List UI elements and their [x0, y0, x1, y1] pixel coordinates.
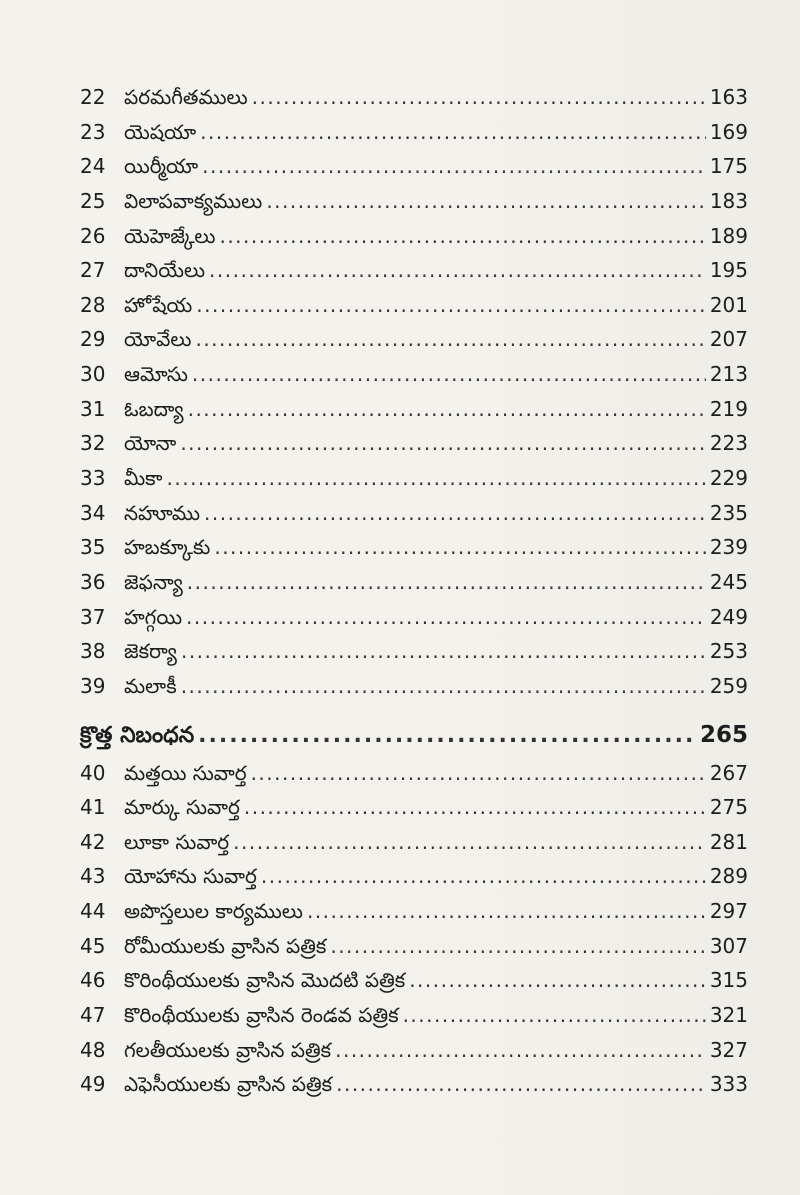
- entry-number: 47: [80, 1003, 106, 1028]
- dot-leader: [186, 600, 706, 635]
- toc-entry: [80, 426, 748, 461]
- entry-number: 29: [80, 327, 106, 352]
- entry-number: 34: [80, 500, 106, 525]
- toc-entry: [80, 149, 748, 184]
- toc-entry: [80, 288, 748, 323]
- dot-leader: [233, 825, 706, 860]
- entry-number: 25: [80, 188, 106, 213]
- dot-leader: [167, 461, 706, 496]
- entry-page-number: 253: [709, 639, 748, 664]
- dot-leader: [336, 1067, 706, 1102]
- entry-number: 46: [80, 968, 106, 993]
- dot-leader: [181, 634, 706, 669]
- entry-number: 26: [80, 223, 106, 248]
- toc-entry: [80, 184, 748, 219]
- dot-leader: [200, 115, 706, 150]
- entry-title: యోనా: [124, 431, 177, 456]
- entry-title: దానియేలు: [124, 258, 206, 283]
- toc-entry: [80, 219, 748, 254]
- entry-number: 44: [80, 899, 106, 924]
- entry-page-number: 297: [709, 899, 748, 924]
- dot-leader: [219, 219, 705, 254]
- entry-page-number: 201: [709, 292, 748, 317]
- entry-page-number: 195: [709, 258, 748, 283]
- entry-title: అపొస్తలుల కార్యములు: [124, 899, 303, 924]
- entry-number: 43: [80, 864, 106, 889]
- toc-entry: [80, 253, 748, 288]
- entry-title: రోమీయులకు వ్రాసిన పత్రిక: [124, 933, 327, 958]
- entry-title: జెఫన్యా: [124, 569, 183, 594]
- entry-number: 30: [80, 362, 106, 387]
- dot-leader: [261, 859, 706, 894]
- entry-number: 31: [80, 396, 106, 421]
- entry-page-number: 219: [709, 396, 748, 421]
- entry-page-number: 235: [709, 500, 748, 525]
- entry-page-number: 163: [709, 85, 748, 109]
- entry-page-number: 189: [709, 223, 748, 248]
- dot-leader: [192, 357, 706, 392]
- entry-title: గలతీయులకు వ్రాసిన పత్రిక: [124, 1037, 332, 1062]
- dot-leader: [198, 715, 696, 757]
- entry-title: మలాకీ: [124, 673, 177, 698]
- dot-leader: [195, 322, 705, 357]
- toc-entry: [80, 530, 748, 565]
- entry-page-number: 327: [709, 1037, 748, 1062]
- entry-page-number: 169: [709, 119, 748, 144]
- entry-page-number: 213: [709, 362, 748, 387]
- dot-leader: [251, 756, 706, 791]
- entry-number: 39: [80, 673, 106, 698]
- entry-number: 42: [80, 829, 106, 854]
- toc-entry: [80, 894, 748, 929]
- dot-leader: [187, 565, 706, 600]
- entry-number: 36: [80, 569, 106, 594]
- entry-page-number: 333: [709, 1072, 748, 1097]
- entry-title: పరమగీతములు: [124, 85, 248, 109]
- dot-leader: [214, 530, 705, 565]
- dot-leader: [307, 894, 706, 929]
- entry-page-number: 207: [709, 327, 748, 352]
- entry-title: కొరింథీయులకు వ్రాసిన రెండవ పత్రిక: [124, 1003, 399, 1028]
- entry-title: లూకా సువార్త: [124, 829, 230, 854]
- entry-page-number: 175: [709, 154, 748, 179]
- dot-leader: [330, 929, 705, 964]
- dot-leader: [209, 253, 706, 288]
- dot-leader: [403, 998, 706, 1033]
- entry-number: 37: [80, 604, 106, 629]
- entry-number: 33: [80, 466, 106, 491]
- toc-entry: [80, 600, 748, 635]
- entry-page-number: 259: [709, 673, 748, 698]
- entry-number: 38: [80, 639, 106, 664]
- entry-title: హబక్కూకు: [124, 535, 211, 560]
- entry-title: యోహాను సువార్త: [124, 864, 257, 889]
- entry-page-number: 267: [709, 760, 748, 785]
- entry-title: మత్తయి సువార్త: [124, 760, 247, 785]
- dot-leader: [252, 80, 706, 115]
- entry-page-number: 249: [709, 604, 748, 629]
- section-title: క్రొత్త నిబంధన: [80, 722, 195, 748]
- entry-page-number: 239: [709, 535, 748, 560]
- entry-number: 40: [80, 760, 106, 785]
- dot-leader: [244, 790, 706, 825]
- toc-entry: [80, 115, 748, 150]
- entry-number: 28: [80, 292, 106, 317]
- entry-title: కొరింథీయులకు వ్రాసిన మొదటి పత్రిక: [124, 968, 406, 993]
- entry-page-number: 245: [709, 569, 748, 594]
- entry-title: ఆమోసు: [124, 362, 188, 387]
- toc-entry: [80, 496, 748, 531]
- dot-leader: [204, 496, 706, 531]
- entry-number: 49: [80, 1072, 106, 1097]
- dot-leader: [202, 149, 706, 184]
- entry-title: ఓబద్యా: [124, 396, 184, 421]
- toc-entry: [80, 963, 748, 998]
- entry-page-number: 275: [709, 795, 748, 820]
- old-testament-list: [80, 80, 748, 704]
- entry-number: 32: [80, 431, 106, 456]
- toc-entry: [80, 929, 748, 964]
- entry-page-number: 315: [709, 968, 748, 993]
- entry-title: యోవేలు: [124, 327, 192, 352]
- entry-title: నహూము: [124, 500, 200, 525]
- entry-number: 24: [80, 154, 106, 179]
- entry-title: ఎఫెసీయులకు వ్రాసిన పత్రిక: [124, 1072, 333, 1097]
- entry-number: 48: [80, 1037, 106, 1062]
- entry-title: మార్కు సువార్త: [124, 795, 240, 820]
- dot-leader: [196, 288, 706, 323]
- entry-page-number: 289: [709, 864, 748, 889]
- toc-entry: [80, 1067, 748, 1102]
- entry-title: యిర్మీయా: [124, 154, 199, 179]
- entry-number: 35: [80, 535, 106, 560]
- entry-page-number: 281: [709, 829, 748, 854]
- toc-entry: [80, 322, 748, 357]
- entry-page-number: 223: [709, 431, 748, 456]
- entry-title: యెహెజ్కేలు: [124, 223, 216, 248]
- toc-entry: [80, 461, 748, 496]
- table-of-contents: [80, 80, 748, 1102]
- toc-entry: [80, 1033, 748, 1068]
- toc-entry: [80, 80, 748, 115]
- entry-title: యెషయా: [124, 119, 197, 144]
- section-heading-new-testament: [80, 714, 748, 756]
- entry-number: 41: [80, 795, 106, 820]
- toc-entry: [80, 859, 748, 894]
- toc-entry: [80, 565, 748, 600]
- dot-leader: [409, 963, 706, 998]
- dot-leader: [188, 392, 706, 427]
- entry-page-number: 183: [709, 188, 748, 213]
- toc-entry: [80, 790, 748, 825]
- entry-number: 23: [80, 119, 106, 144]
- entry-title: హగ్గయి: [124, 604, 183, 629]
- entry-page-number: 307: [709, 933, 748, 958]
- toc-entry: [80, 669, 748, 704]
- entry-title: జెకర్యా: [124, 639, 177, 664]
- dot-leader: [180, 426, 706, 461]
- toc-entry: [80, 825, 748, 860]
- entry-title: హోషేయ: [124, 292, 193, 317]
- dot-leader: [335, 1033, 706, 1068]
- section-page-number: 265: [699, 721, 748, 748]
- entry-number: 22: [80, 85, 106, 109]
- entry-page-number: 321: [709, 1003, 748, 1028]
- toc-entry: [80, 634, 748, 669]
- dot-leader: [181, 669, 706, 704]
- entry-number: 45: [80, 933, 106, 958]
- toc-entry: [80, 392, 748, 427]
- toc-entry: [80, 756, 748, 791]
- toc-entry: [80, 998, 748, 1033]
- new-testament-list: [80, 756, 748, 1102]
- entry-title: విలాపవాక్యములు: [124, 188, 263, 213]
- entry-page-number: 229: [709, 466, 748, 491]
- dot-leader: [266, 184, 706, 219]
- entry-title: మీకా: [124, 466, 163, 491]
- toc-entry: [80, 357, 748, 392]
- entry-number: 27: [80, 258, 106, 283]
